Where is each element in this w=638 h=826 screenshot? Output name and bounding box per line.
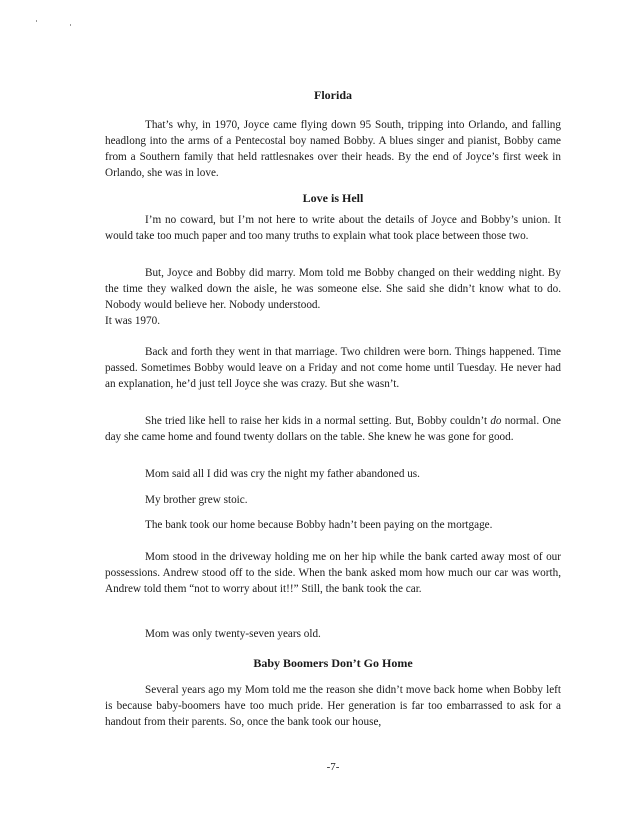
paragraph: Mom stood in the driveway holding me on her hip while the bank carted away most of our possessions. Andrew stood off to the side. When the bank asked mom how much our car was worth, Andrew told them “not to worry about it!!” Still, the bank took the car. (105, 551, 561, 595)
scan-speck (70, 24, 71, 26)
paragraph: It was 1970. (105, 315, 160, 327)
paragraph: My brother grew stoic. (145, 494, 248, 506)
paragraph (105, 413, 561, 445)
section-heading-florida: Florida (314, 88, 352, 102)
paragraph: Mom was only twenty-seven years old. (145, 628, 321, 640)
page-number: -7- (326, 761, 340, 773)
section-heading-baby-boomers: Baby Boomers Don’t Go Home (253, 656, 413, 670)
paragraph: Several years ago my Mom told me the reason she didn’t move back home when Bobby left is because baby-boomers have too much pride. Her generation is far too embarrassed to ask for a handout from their parents. So, once the bank took our house, (105, 684, 561, 728)
paragraph-text: She tried like hell to raise her kids in a normal setting. But, Bobby couldn’t (145, 415, 491, 427)
emphasis-text: do (490, 415, 502, 427)
paragraph-text: normal. One day she came home and found twenty dollars on the table. She knew he was gone for good. (105, 415, 562, 443)
section-heading-love-is-hell: Love is Hell (302, 191, 364, 205)
paragraph: Mom said all I did was cry the night my father abandoned us. (145, 468, 420, 480)
paragraph: The bank took our home because Bobby hadn’t been paying on the mortgage. (145, 519, 493, 531)
scan-speck (36, 20, 37, 22)
paragraph: Back and forth they went in that marriage. Two children were born. Things happened. Time passed. Sometimes Bobby would leave on a Friday and not come home until Tuesday. He never had an explanation, he’d just tell Joyce she was crazy. But she wasn’t. (105, 346, 561, 390)
paragraph: That’s why, in 1970, Joyce came flying down 95 South, tripping into Orlando, and falling headlong into the arms of a Pentecostal boy named Bobby. A blues singer and pianist, Bobby came from a Southern family that held rattlesnakes over their heads. By the end of Joyce’s first week in Orlando, she was in love. (105, 119, 561, 179)
paragraph: I’m no coward, but I’m not here to write about the details of Joyce and Bobby’s union. It would take too much paper and too many truths to explain what took place between those two. (105, 214, 561, 242)
paragraph: But, Joyce and Bobby did marry. Mom told me Bobby changed on their wedding night. By the time they walked down the aisle, he was someone else. She said she didn’t know what to do. Nobody would believe her. Nobody understood. (105, 267, 561, 311)
